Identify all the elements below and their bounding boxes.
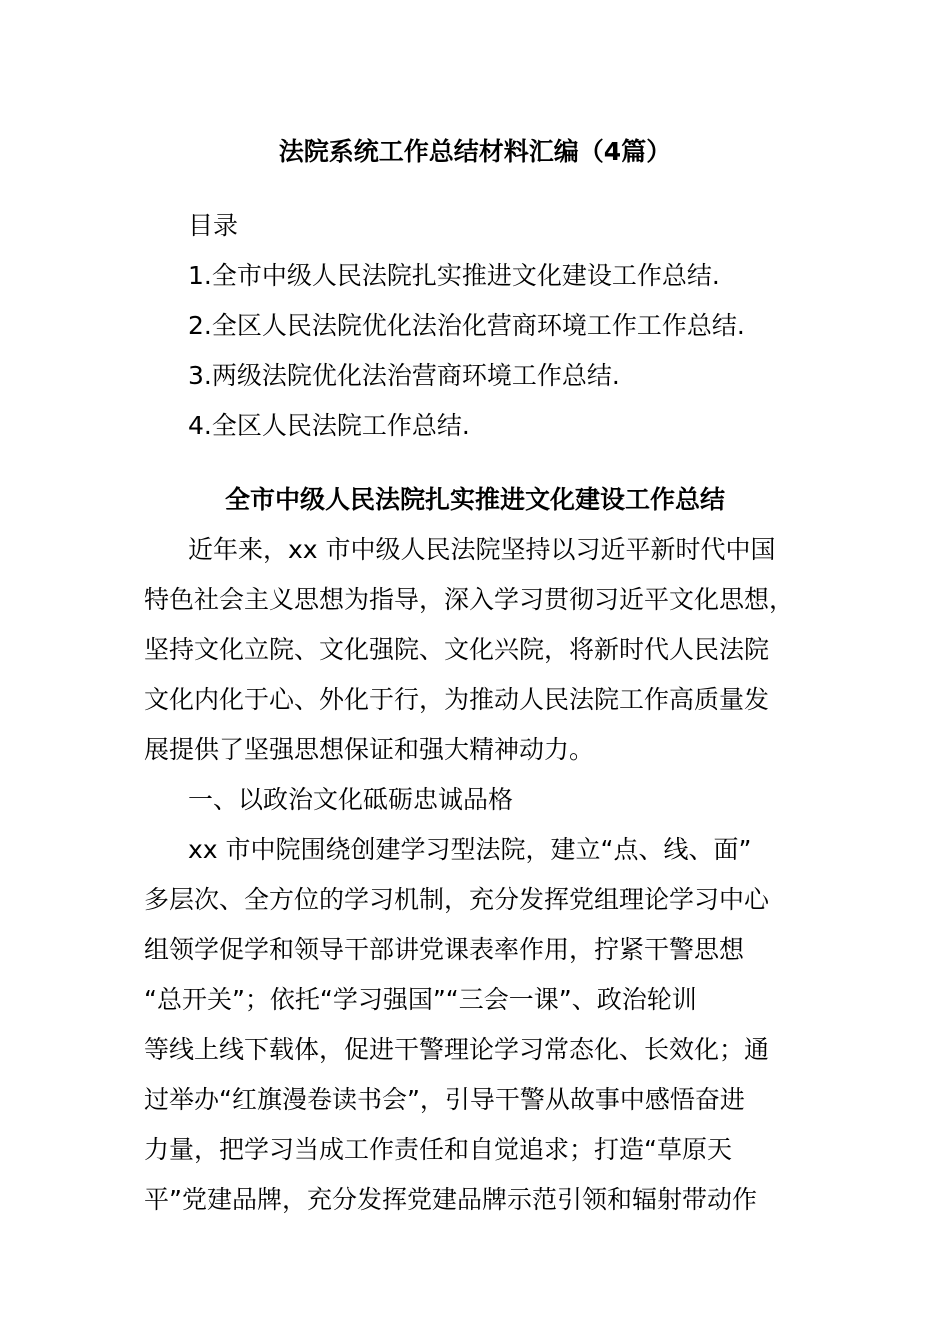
body-line: 多层次、全方位的学习机制，充分发挥党组理论学习中心 bbox=[144, 885, 770, 914]
body-line: 力量，把学习当成工作责任和自觉追求；打造“草原天 bbox=[144, 1135, 732, 1164]
document-title: 法院系统工作总结材料汇编（4篇） bbox=[278, 137, 672, 166]
toc-item: 1.全市中级人民法院扎实推进文化建设工作总结. bbox=[188, 261, 720, 290]
toc-item: 2.全区人民法院优化法治化营商环境工作工作总结. bbox=[188, 311, 745, 340]
section-title: 全市中级人民法院扎实推进文化建设工作总结 bbox=[224, 485, 725, 514]
body-line: 平”党建品牌，充分发挥党建品牌示范引领和辐射带动作 bbox=[144, 1185, 757, 1214]
subsection-heading: 一、以政治文化砥砺忠诚品格 bbox=[188, 785, 514, 814]
body-line: 组领学促学和领导干部讲党课表率作用，拧紧干警思想 bbox=[144, 935, 745, 964]
body-line: 过举办“红旗漫卷读书会”，引导干警从故事中感悟奋进 bbox=[144, 1085, 745, 1114]
body-line: 近年来，xx 市中级人民法院坚持以习近平新时代中国 bbox=[188, 535, 776, 564]
body-line: xx 市中院围绕创建学习型法院，建立“点、线、面” bbox=[188, 835, 752, 864]
toc-heading: 目录 bbox=[188, 211, 239, 240]
body-line: 文化内化于心、外化于行，为推动人民法院工作高质量发 bbox=[144, 685, 770, 714]
body-line: 坚持文化立院、文化强院、文化兴院，将新时代人民法院 bbox=[144, 635, 770, 664]
toc-item: 3.两级法院优化法治营商环境工作总结. bbox=[188, 361, 620, 390]
toc-item: 4.全区人民法院工作总结. bbox=[188, 411, 470, 440]
body-line: 等线上线下载体，促进干警理论学习常态化、长效化；通 bbox=[144, 1035, 770, 1064]
body-line: 特色社会主义思想为指导，深入学习贯彻习近平文化思想， bbox=[144, 585, 795, 614]
body-line: 展提供了坚强思想保证和强大精神动力。 bbox=[144, 735, 595, 764]
body-line: “总开关”；依托“学习强国”“三会一课”、政治轮训 bbox=[144, 985, 697, 1014]
